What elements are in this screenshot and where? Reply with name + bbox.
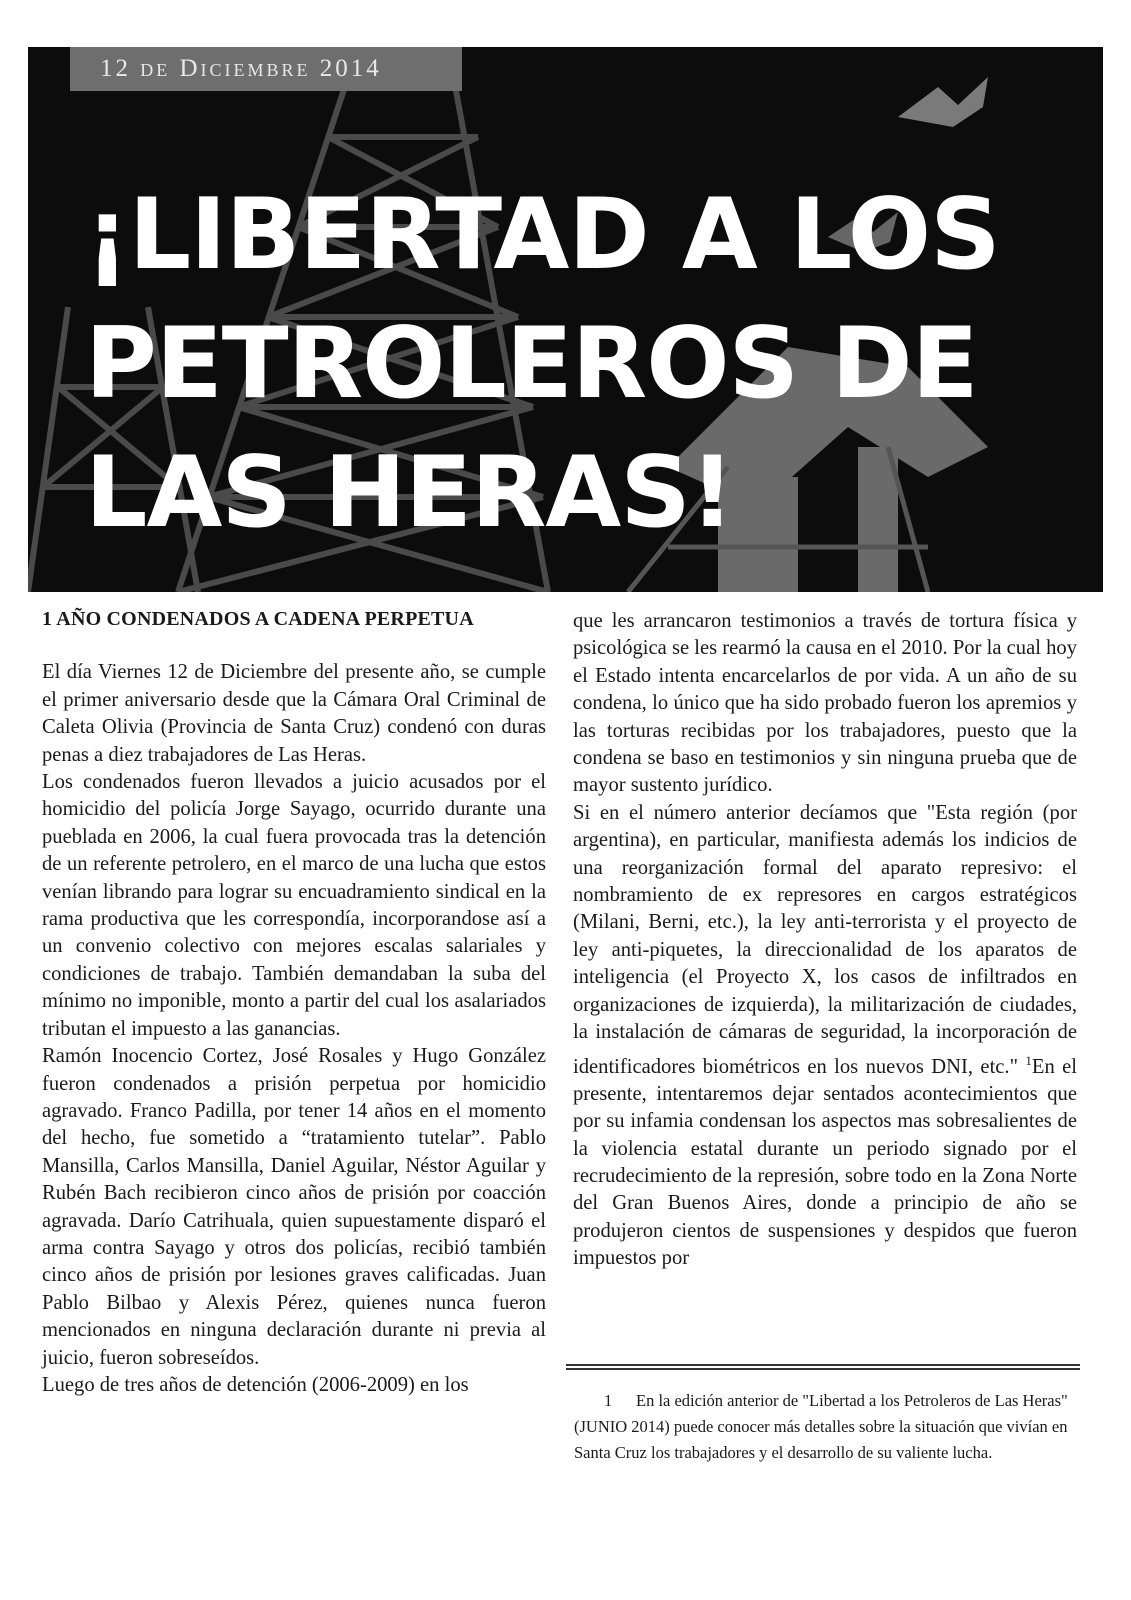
headline-line-3: LAS HERAS! [85,436,734,550]
paragraph: Luego de tres años de detención (2006-2009) en los [42,1373,469,1396]
header-banner [28,47,1103,592]
footnote [574,1388,1070,1466]
paragraph-text: En el presente, intentaremos dejar sentados acontecimientos que por su infamia condensan los aspectos mas sobresalientes de la violencia estatal durante un periodo signado por el recrudecimiento de la represión, sobre todo en la Zona Norte del Gran Buenos Aires, donde a principio de año se produjeron cientos de suspensiones y despidos que fueron impuestos por [573,1055,1077,1270]
issue-date: 12 de Diciembre 2014 [70,47,462,91]
headline-line-2: PETROLEROS DE [85,307,978,421]
paragraph-with-footnote [573,800,1077,1273]
paragraph: que les arrancaron testimonios a través de tortura física y psicológica se les rearmó la causa en el 2010. Por la cual hoy el Estado intenta encarcelarlos de por vida. A un año de su condena, lo único que ha sido probado fueron los apremios y las torturas recibidas por los trabajadores, puesto que la condena se baso en testimonios y sin ninguna prueba que de mayor sustento jurídico. [573,610,1077,797]
footnote-number: 1 [604,1391,613,1410]
footnote-text: En la edición anterior de "Libertad a los Petroleros de Las Heras" (JUNIO 2014) puede conocer más detalles sobre la situación que vivían en Santa Cruz los trabajadores y el desarrollo de su valiente lucha. [574,1391,1068,1462]
paragraph: Ramón Inocencio Cortez, José Rosales y Hugo González fueron condenados a prisión perpetua por homicidio agravado. Franco Padilla, por tener 14 años en el momento del hecho, fue sometido a “tratamiento tutelar”. Pablo Mansilla, Carlos Mansilla, Daniel Aguilar, Néstor Aguilar y Rubén Bach recibieron cinco años de prisión por coacción agravada. Darío Catrihuala, quien supuestamente disparó el arma contra Sayago y otros dos policías, recibió también cinco años de prisión por lesiones graves calificadas. Juan Pablo Bilbao y Alexis Pérez, quienes nunca fueron mencionados en ninguna declaración durante ni previa al juicio, fueron sobreseídos. [42,1045,546,1369]
footnote-divider [566,1364,1080,1370]
headline [85,171,1000,558]
paragraph: Los condenados fueron llevados a juicio acusados por el homicidio del policía Jorge Sayago, ocurrido durante una pueblada en 2006, la cual fuera provocada tras la detención de un referente petrolero, en el marco de una lucha que estos venían librando para lograr su encuadramiento sindical en la rama productiva que les correspondía, incorporandose así a un convenio colectivo con mejores escalas salariales y condiciones de trabajo. También demandaban la suba del mínimo no imponible, monto a partir del cual los asalariados tributan el impuesto a las ganancias. [42,771,546,1040]
paragraph-text: Si en el número anterior decíamos que "Esta región (por argentina), en particular, manifiesta además los indicios de una reorganización formal del aparato represivo: el nombramiento de ex represores en cargos estratégicos (Milani, Berni, etc.), la ley anti-terrorista y el proyecto de ley anti-piquetes, la direccionalidad de los aparatos de inteligencia (el Proyecto X, los casos de infiltrados en organizaciones de izquierda), la militarización de ciudades, la instalación de cámaras de seguridad, la incorporación de identificadores biométricos en los nuevos DNI, etc." [573,801,1077,1078]
right-column [573,608,1077,1273]
footnote-reference[interactable]: 1 [1025,1052,1032,1068]
left-column [42,606,546,1399]
section-title: 1 AÑO CONDENADOS A CADENA PERPETUA [42,608,474,630]
paragraph: El día Viernes 12 de Diciembre del presente año, se cumple el primer aniversario desde que la Cámara Oral Criminal de Caleta Olivia (Provincia de Santa Cruz) condenó con duras penas a diez trabajadores de Las Heras. [42,661,546,766]
headline-line-1: ¡LIBERTAD A LOS [85,178,1000,292]
